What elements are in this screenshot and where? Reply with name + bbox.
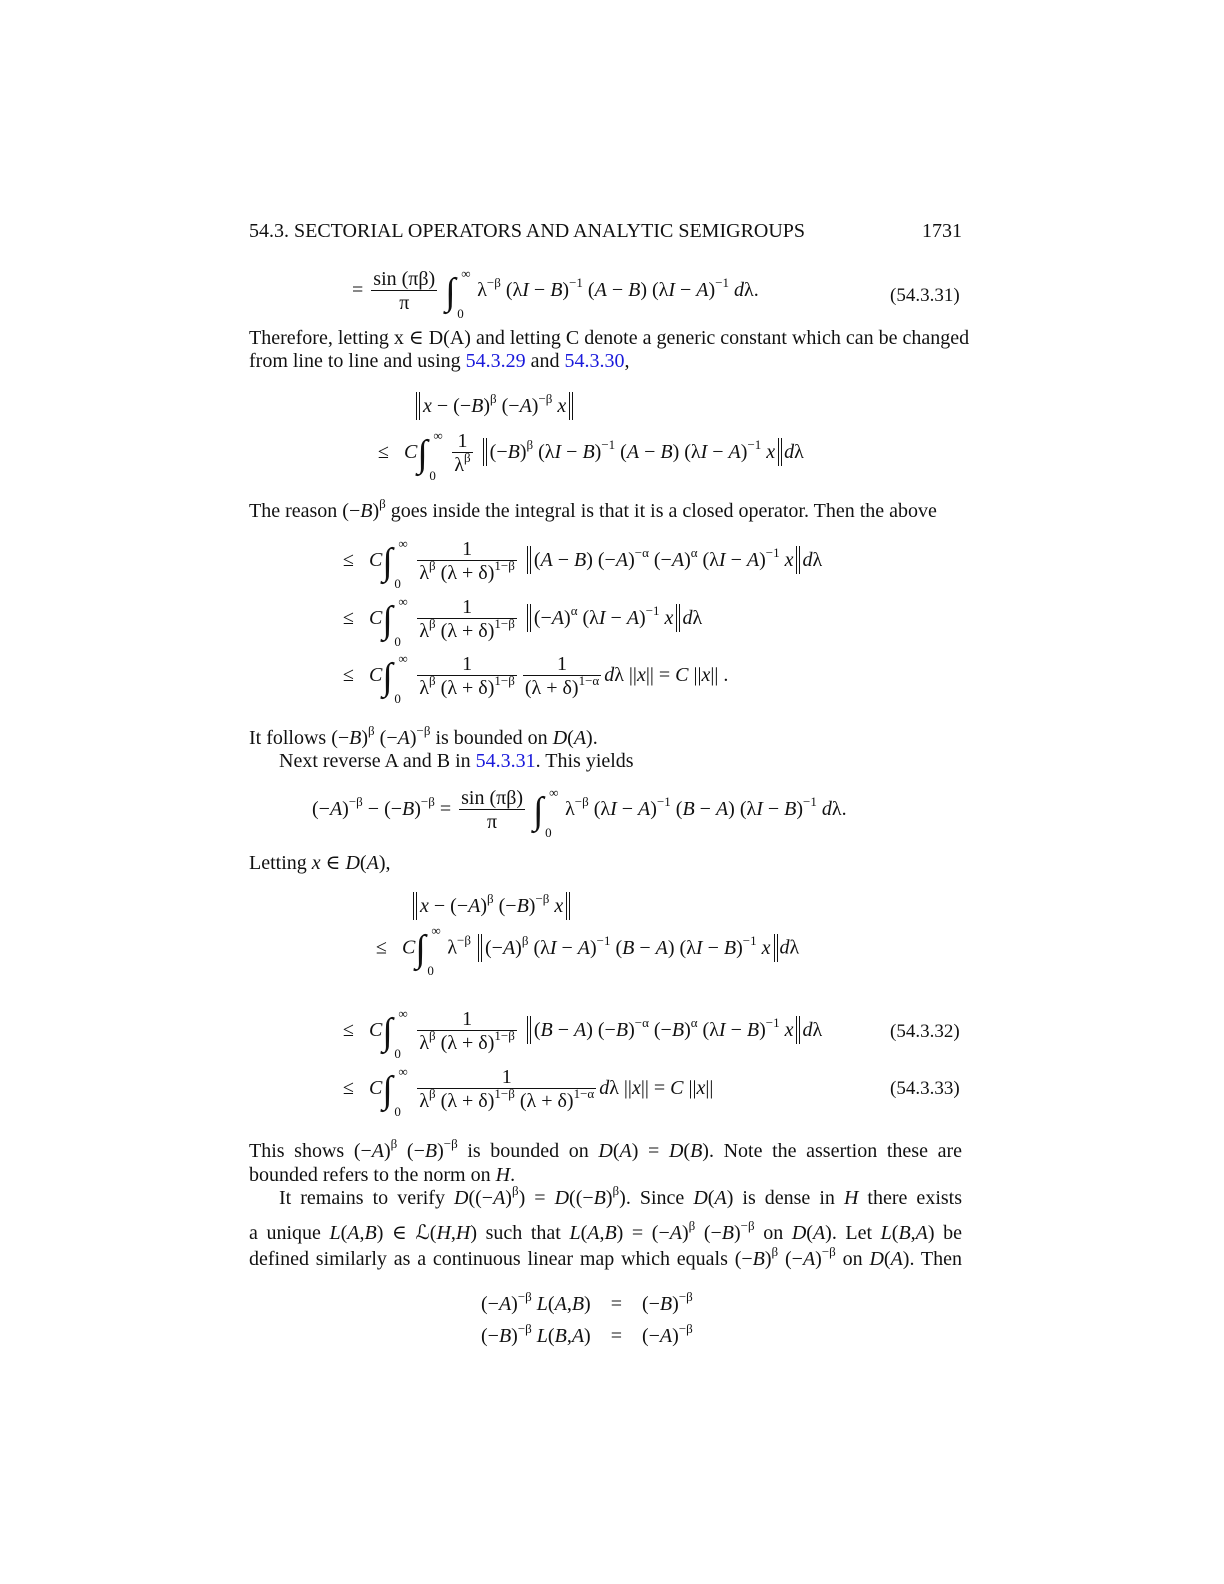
inequality-line: ≤ C∫ ∞ 0 $\frac{1}{\lambda^\beta (\lambda + \delta)^{1-\beta}}$ $(-A)^\alpha$ $(\lambda I - A)^{-1}$ x dλ — [343, 593, 703, 649]
paragraph-line: It remains to verify $D((-A)^\beta) = D((-B)^\beta)$. Since D(A) is dense in H there exists — [279, 1183, 962, 1209]
inequality-line: ≤ C∫ ∞ 0 $\lambda^{-\beta}$ $(-A)^\beta$ $(\lambda I - A)^{-1}$ (B − A) $(\lambda I - B)^{-1}$ x dλ — [376, 923, 800, 978]
reversed-equation: $(-A)^{-\beta} - (-B)^{-\beta}$ = $\frac{\sin (\pi\beta)}{\pi}$ ∫ ∞ 0 $\lambda^{-\beta}$ $(\lambda I - A)^{-1}$ (B − A) $(\lambda I - B)^{-1}$ dλ. — [312, 784, 847, 840]
equation-link[interactable]: 54.3.29 — [465, 350, 526, 372]
equation-number-33: (54.3.33) — [890, 1078, 960, 1099]
paragraph-line: It follows $(-B)^\beta$ $(-A)^{-\beta}$ is bounded on D(A). — [249, 723, 598, 749]
paragraph-line: from line to line and using 54.3.29 and 54.3.30, — [249, 350, 630, 372]
equation-link[interactable]: 54.3.30 — [564, 350, 625, 372]
page-number: 1731 — [922, 220, 962, 242]
paragraph-line: The reason $(-B)^\beta$ goes inside the integral is that it is a closed operator. Then the above — [249, 496, 937, 522]
norm-expression: $x - (-B)^\beta$ $(-A)^{-\beta}$ x — [414, 392, 575, 420]
paragraph-line: Letting x ∈ D(A), — [249, 852, 391, 874]
paragraph-line: bounded refers to the norm on H. — [249, 1164, 516, 1186]
equation-link[interactable]: 54.3.31 — [475, 750, 536, 772]
inequality-line: ≤ C∫ ∞ 0 $\frac{1}{\lambda^\beta (\lambda + \delta)^{1-\beta}}$ $\frac{1}{(\lambda + \delta)^{1-\alpha}}$ dλ ||x|| = C ||x|| . — [343, 650, 729, 706]
paragraph-line: a unique L(A,B) ∈ ℒ(H,H) such that $L(A,B) = (-A)^\beta$ $(-B)^{-\beta}$ on D(A). Let L(B,A) be — [249, 1218, 963, 1244]
equation-54-3-32: ≤ C∫ ∞ 0 $\frac{1}{\lambda^\beta (\lambda + \delta)^{1-\beta}}$ (B − A) $(-B)^{-\alpha}$ $(-B)^\alpha$ $(\lambda I - B)^{-1}$ x dλ — [343, 1005, 823, 1061]
paragraph-line: This shows $(-A)^\beta$ $(-B)^{-\beta}$ is bounded on D(A) = D(B). Note the assertion these are — [249, 1136, 962, 1162]
running-header: 54.3. SECTORIAL OPERATORS AND ANALYTIC SEMIGROUPS — [249, 220, 806, 242]
inequality-line: ≤ C∫ ∞ 0 $\frac{1}{\lambda^\beta (\lambda + \delta)^{1-\beta}}$ (A − B) $(-A)^{-\alpha}$ $(-A)^\alpha$ $(\lambda I - A)^{-1}$ x dλ — [343, 535, 823, 591]
final-equation-1: $(-A)^{-\beta}$ L(A,B) = $(-B)^{-\beta}$ — [481, 1289, 693, 1315]
paragraph-line: defined similarly as a continuous linear map which equals $(-B)^\beta$ $(-A)^{-\beta}$ on D(A). Then — [249, 1244, 962, 1270]
norm-expression: $x - (-A)^\beta$ $(-B)^{-\beta}$ x — [411, 892, 572, 920]
inequality-line: ≤ C∫ ∞ 0 $\frac{1}{\lambda^\beta}$ $(-B)^\beta$ $(\lambda I - B)^{-1}$ (A − B) $(\lambda I - A)^{-1}$ x dλ — [378, 427, 804, 483]
equation-number-31: (54.3.31) — [890, 285, 960, 306]
paragraph-line: Therefore, letting x ∈ D(A) and letting C denote a generic constant which can be changed — [249, 327, 970, 349]
equation-number-32: (54.3.32) — [890, 1021, 960, 1042]
equation-54-3-33: ≤ C∫ ∞ 0 $\frac{1}{\lambda^\beta (\lambda + \delta)^{1-\beta} (\lambda + \delta)^{1-\alpha}}$ dλ ||x|| = C ||x|| — [343, 1063, 714, 1119]
paragraph-line: Next reverse A and B in 54.3.31. This yields — [279, 750, 634, 772]
equation-54-3-31: = $\frac{\sin (\pi\beta)}{\pi}$ ∫ ∞ 0 $\lambda^{-\beta}$ $(\lambda I - B)^{-1}$ (A − B) $(\lambda I - A)^{-1}$ dλ. — [352, 265, 759, 321]
final-equation-2: $(-B)^{-\beta}$ L(B,A) = $(-A)^{-\beta}$ — [481, 1321, 693, 1347]
